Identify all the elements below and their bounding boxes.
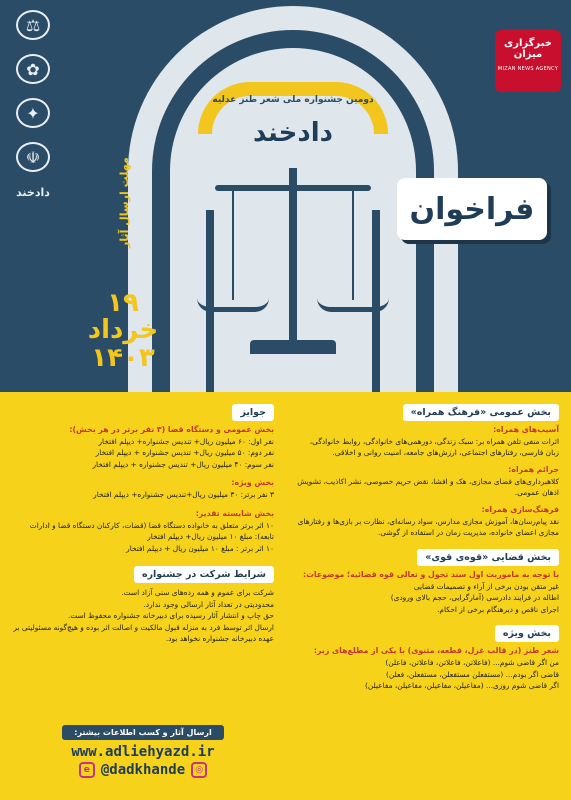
instagram-icon: ◎ <box>191 762 207 778</box>
badge-subtitle: MIZAN NEWS AGENCY <box>497 66 559 72</box>
prizes-tag: جوایز <box>232 404 274 421</box>
prize-line: نفر دوم: ۵۰ میلیون ریال+ تندیس جشنواره + دیپلم افتخار <box>95 448 274 458</box>
culture-heading: فرهنگ‌سازی همراه: <box>481 504 559 514</box>
harms-text: اثرات منفی تلفن همراه بر: سبک زندگی، دورهمی‌های خانوادگی، روابط خانوادگی، زبان فارسی، رفتارهای اجتماعی، ارزش‌های جامعه، امنیت روانی و اخلاقی. <box>309 437 559 458</box>
prize-line: نفر اول: ۶۰ میلیون ریال+ تندیس جشنواره+ دیپلم افتخار <box>98 437 274 446</box>
scale-chain-right <box>352 190 354 300</box>
merit-line: ۱۰ اثر برتر متعلق به خانواده دستگاه قضا (قضات، کارکنان دستگاه قضا و ادارات تابعه): مبلغ ۱۰ میلیون ریال+ دیپلم افتخار <box>29 520 274 542</box>
judiciary-emblem-icon: ⚖ <box>16 10 50 40</box>
general-section-tag: بخش عمومی «فرهنگ همراه» <box>403 404 559 421</box>
harms-heading: آسیب‌های همراه: <box>493 425 559 434</box>
prizes-heading: بخش عمومی و دستگاه قضا (۳ نفر برتر در هر بخش): <box>69 425 274 434</box>
iran-emblem-icon: ☫ <box>16 142 50 172</box>
special-line: اگر قاضی شوم روزی... (مفاعیلن، مفاعیلن، مفاعیلن، مفاعیلن) <box>364 681 559 691</box>
special-prize-heading: بخش ویژه: <box>231 478 274 488</box>
scale-pan-left <box>197 298 269 312</box>
badge-title: خبرگزاری میزان <box>504 38 552 60</box>
social-handle[interactable]: @dadkhande <box>100 762 186 778</box>
culture-text: نقد پیام‌رسان‌ها، آموزش مجازی مدارس، سواد رسانه‌ای، نظارت بر بازی‌ها و رفتارهای مجازی اعضای خانواده، مدیریت زمان در استفاده از گوشی. <box>297 516 559 538</box>
merit-line: ۱۰ اثر برتر : مبلغ ۱۰ میلیون ریال + دیپلم افتخار <box>126 543 274 553</box>
merit-heading: بخش شایسته تقدیر: <box>195 508 274 518</box>
scale-beam <box>215 185 371 191</box>
send-works-label: ارسال آثار و کسب اطلاعات بیشتر: <box>62 725 223 740</box>
rule-line: شرکت برای عموم و همه رده‌های سنی آزاد است. <box>121 588 274 598</box>
prize-line: نفر سوم: ۴۰ میلیون ریال+ تندیس جشنواره + دیپلم افتخار <box>92 459 274 469</box>
scale-chain-left <box>232 190 234 300</box>
deadline-label: مهلت ارسال آثار <box>118 157 131 248</box>
dadkhand-logo: دادخند <box>16 186 50 199</box>
scale-base <box>250 340 336 354</box>
festival-title: دادخند <box>253 118 333 148</box>
judicial-line: اجرای ناقص و دیرهنگام برخی از احکام. <box>437 604 559 614</box>
scale-pan-right <box>317 298 389 312</box>
ribbon-text: دومین جشنواره ملی شعر طنز عدلیه <box>212 95 374 105</box>
special-prize-line: ۳ نفر برتر: ۳۰ میلیون ریال+تندیس جشنواره+ دیپلم افتخار <box>93 490 274 500</box>
poster-header <box>0 0 571 398</box>
special-section-tag: بخش ویژه <box>495 625 559 642</box>
special-heading: شعر طنز (در قالب غزل، قطعه، مثنوی) با یکی از مطلع‌های زیر: <box>313 646 559 656</box>
sections-column <box>297 400 559 692</box>
special-line: من اگر قاضی شوم... (فاعلاتن، فاعلاتن، فاعلاتن، فاعلن) <box>385 658 559 668</box>
judicial-line: غیر متقن بودن برخی از آراء و تصمیمات قضایی <box>413 581 559 591</box>
rule-line: ارسال اثر توسط فرد به منزله قبول مالکیت و اصالت اثر بوده و هیچ‌گونه مسئولیتی بر عهده دبیرخانه جشنواره نخواهد بود. <box>13 622 274 644</box>
contact-block <box>12 720 274 778</box>
crimes-text: کلاهبرداری‌های فضای مجازی، هک و افشا، نقض حریم خصوصی، نشر اکاذیب، تشویش اذهان عمومی. <box>297 476 559 498</box>
call-box: فراخوان <box>397 178 547 240</box>
deadline-year: ۱۴۰۳ <box>91 342 155 373</box>
crimes-heading: جرائم همراه: <box>508 464 559 474</box>
prizes-column <box>12 400 274 645</box>
deadline-month: خرداد <box>87 315 159 346</box>
judicial-section-tag: بخش قضایی «قوه‌ی قوی» <box>417 549 559 566</box>
website-link[interactable]: www.adliehyazd.ir <box>71 744 215 760</box>
logo-strip <box>8 10 58 210</box>
rule-line: محدودیتی در تعداد آثار ارسالی وجود ندارد. <box>143 599 274 609</box>
star-emblem-icon: ✦ <box>16 98 50 128</box>
news-agency-badge <box>495 30 561 92</box>
deadline <box>68 290 178 372</box>
flower-emblem-icon: ✿ <box>16 54 50 84</box>
eitaa-icon: e <box>79 762 95 778</box>
judicial-line: اطاله در فرایند دادرسی (آمارگرایی، حجم بالای ورودی) <box>390 593 559 603</box>
special-line: قاضی اگر بودم... (مستفعلن مستفعلن، مستفعلن، فعلن) <box>386 669 559 679</box>
social-row <box>12 762 274 778</box>
judicial-heading: با توجه به ماموریت اول سند تحول و تعالی قوه قضائیه؛ موضوعات: <box>302 569 559 579</box>
scale-post <box>289 168 297 348</box>
deadline-day: ۱۹ <box>107 288 139 318</box>
rules-tag: شرایط شرکت در جشنواره <box>134 566 274 583</box>
rule-line: حق چاپ و انتشار آثار رسیده برای دبیرخانه جشنواره محفوظ است. <box>67 611 274 621</box>
